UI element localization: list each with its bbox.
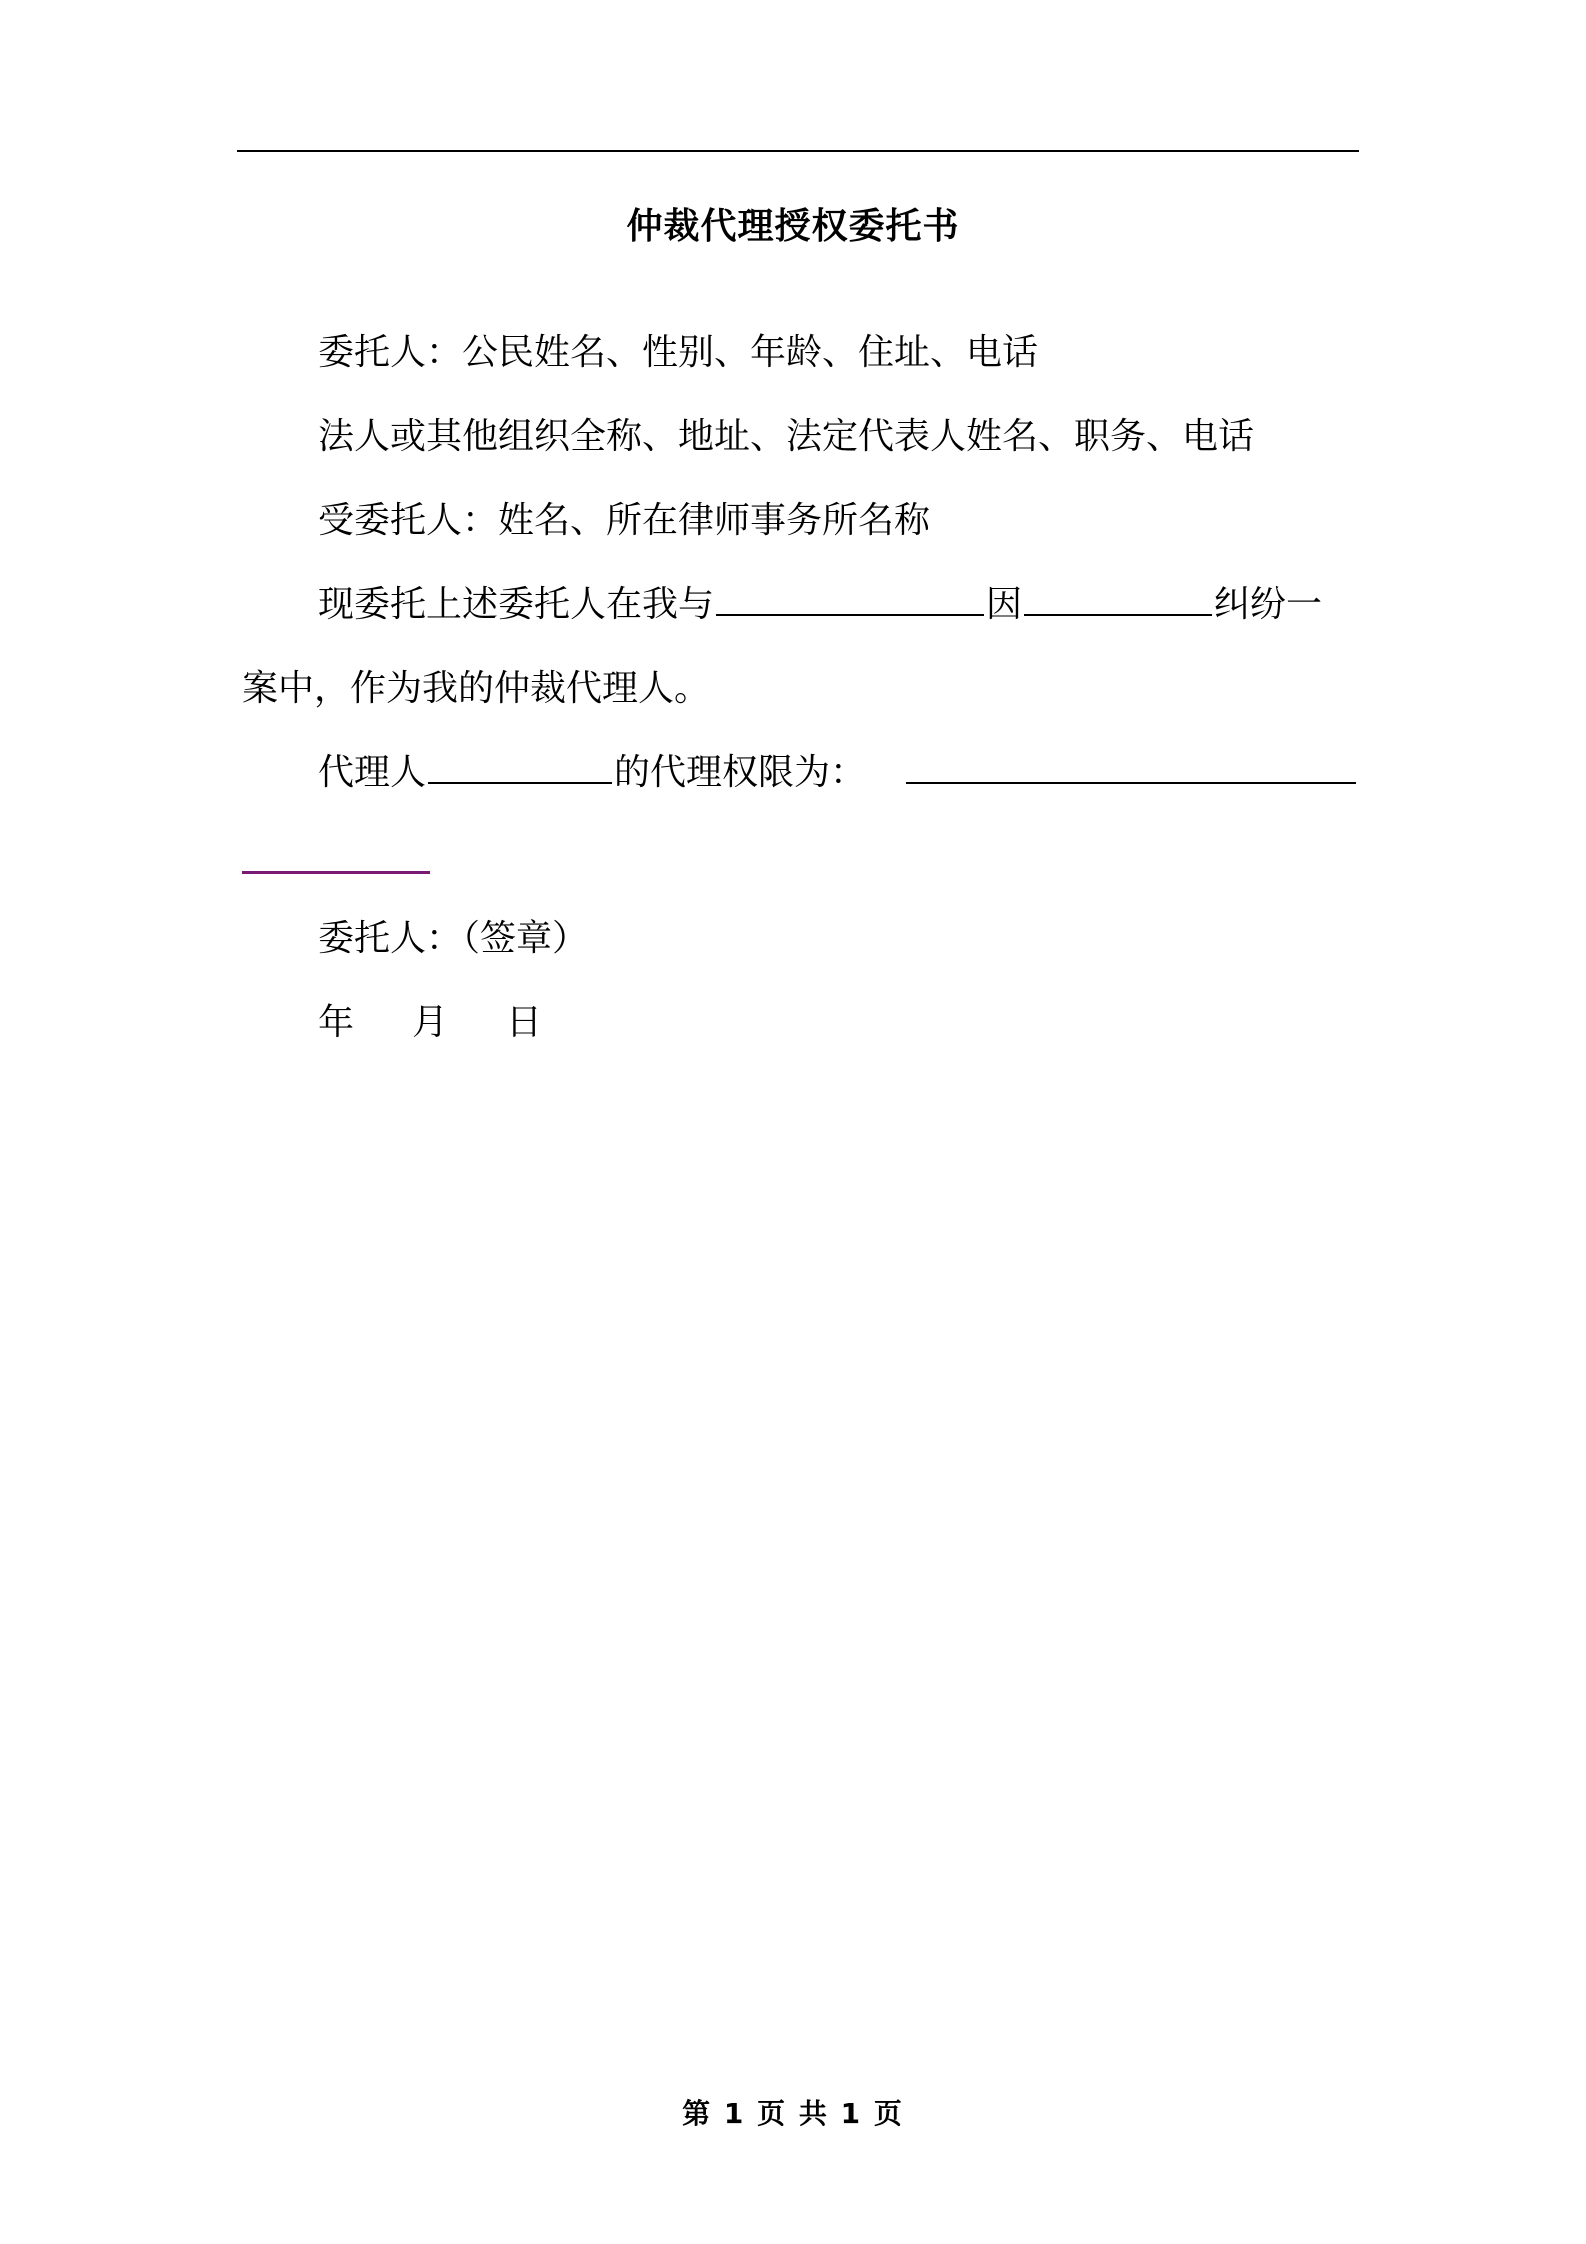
authority-text-1: 代理人 xyxy=(318,752,427,793)
authority-continuation-blank[interactable] xyxy=(242,871,430,874)
agent-name-blank[interactable] xyxy=(428,746,612,784)
date-year: 年 xyxy=(318,1002,355,1043)
authority-line xyxy=(318,746,1358,800)
principal-line: 委托人：公民姓名、性别、年龄、住址、电话 xyxy=(318,332,1039,373)
authority-text-2: 的代理权限为： xyxy=(614,752,867,793)
agent-line: 受委托人：姓名、所在律师事务所名称 xyxy=(318,500,931,541)
entrust-continuation: 案中，作为我的仲裁代理人。 xyxy=(242,668,711,709)
opponent-blank[interactable] xyxy=(716,578,984,616)
date-line xyxy=(318,996,542,1050)
dispute-blank[interactable] xyxy=(1024,578,1212,616)
header-rule xyxy=(237,150,1359,152)
entrust-text-3: 纠纷一 xyxy=(1214,584,1323,625)
organization-line: 法人或其他组织全称、地址、法定代表人姓名、职务、电话 xyxy=(318,416,1255,457)
document-title: 仲裁代理授权委托书 xyxy=(626,206,960,247)
date-day: 日 xyxy=(506,1002,543,1043)
entrust-text-2: 因 xyxy=(986,584,1023,625)
page-number-footer: 第 1 页 共 1 页 xyxy=(682,2097,904,2130)
signature-line: 委托人：（签章） xyxy=(318,918,589,959)
date-month: 月 xyxy=(412,1002,449,1043)
authority-blank[interactable] xyxy=(906,746,1356,784)
entrust-line xyxy=(318,578,1322,632)
entrust-text-1: 现委托上述委托人在我与 xyxy=(318,584,715,625)
